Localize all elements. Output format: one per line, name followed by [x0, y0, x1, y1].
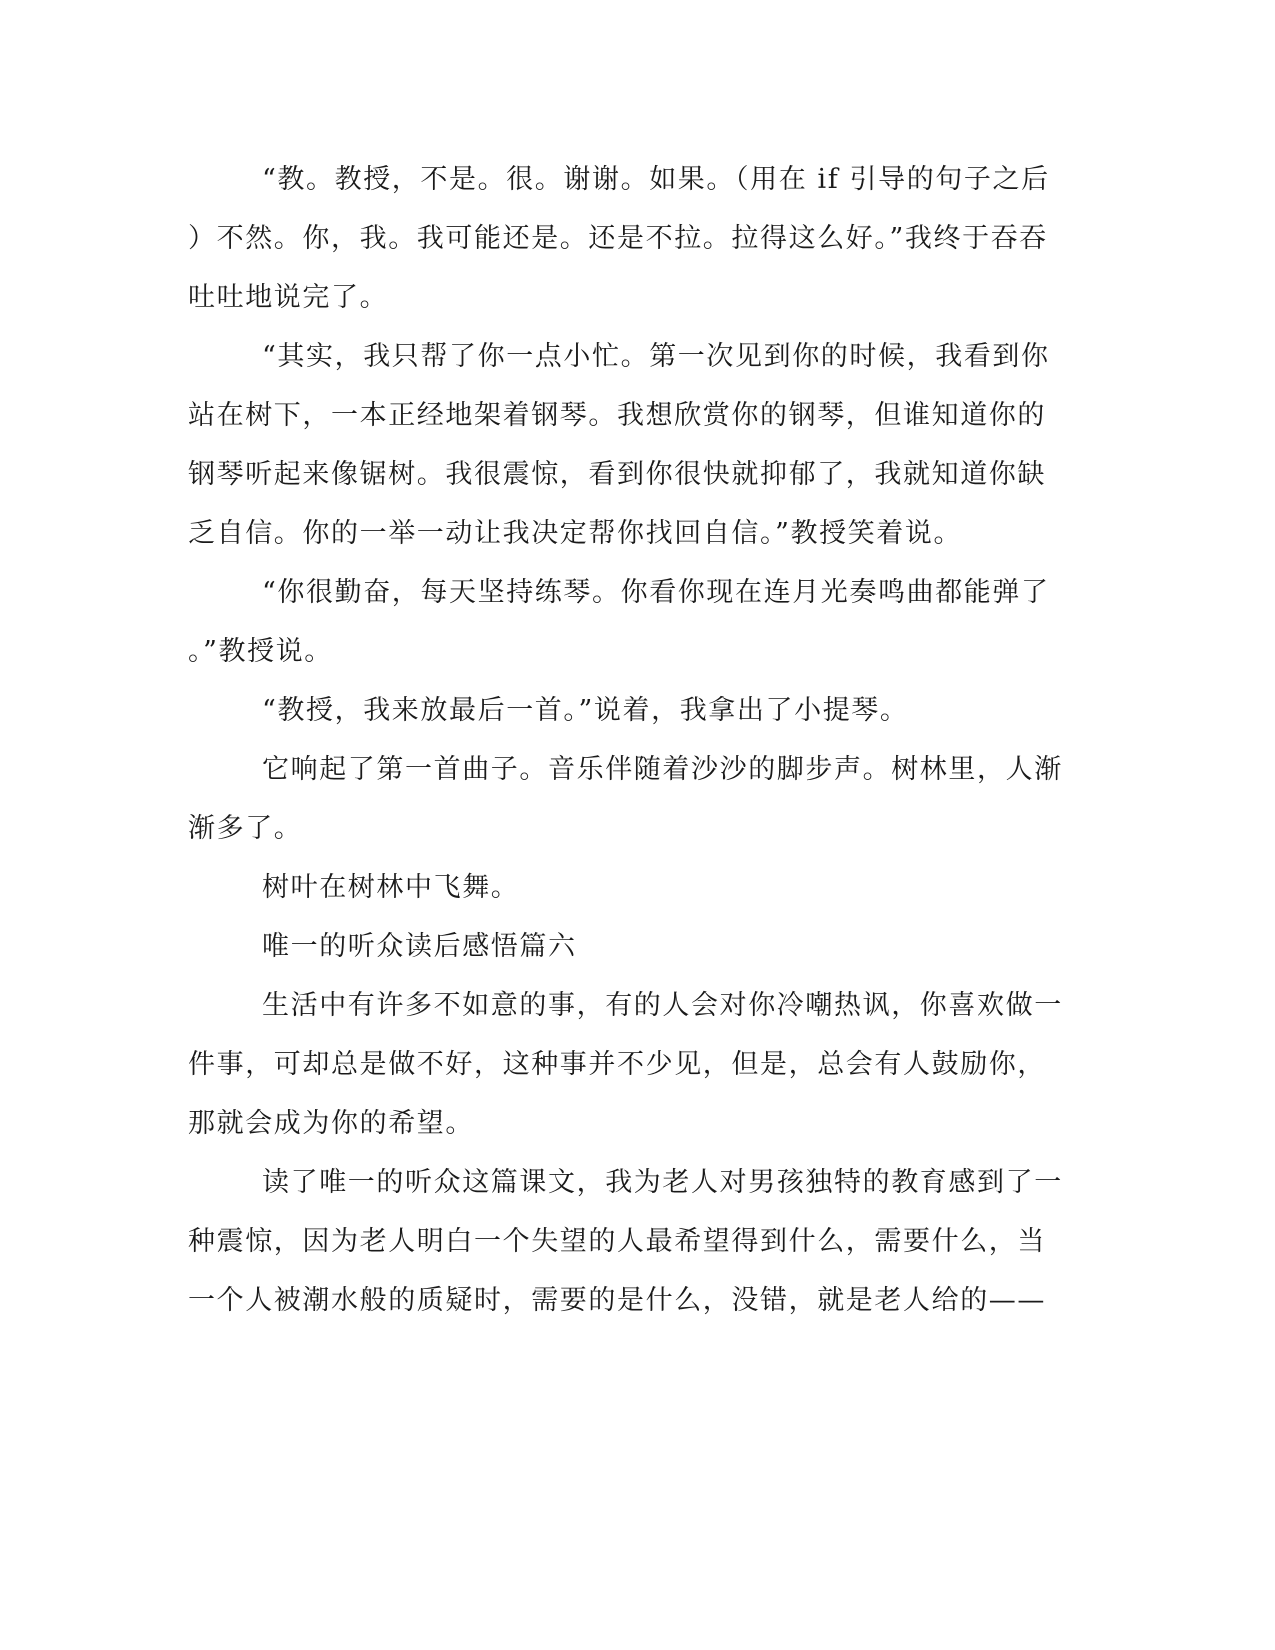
text-line: 乏自信。你的一举一动让我决定帮你找回自信。”教授笑着说。 [188, 518, 963, 549]
text-line: ）不然。你，我。我可能还是。还是不拉。拉得这么好。”我终于吞吞 [188, 223, 1048, 254]
text-line: 站在树下，一本正经地架着钢琴。我想欣赏你的钢琴，但谁知道你的 [188, 400, 1046, 431]
text-line: 种震惊，因为老人明白一个失望的人最希望得到什么，需要什么，当 [188, 1226, 1046, 1257]
text-line: “其实，我只帮了你一点小忙。第一次见到你的时候，我看到你 [262, 341, 1050, 372]
text-line: 渐多了。 [188, 813, 303, 844]
text-line: 吐吐地说完了。 [188, 282, 389, 313]
text-line: 树叶在树林中飞舞。 [262, 872, 520, 903]
text-line: 。”教授说。 [188, 636, 333, 667]
text-line: “教授，我来放最后一首。”说着，我拿出了小提琴。 [262, 695, 909, 726]
text-line: 读了唯一的听众这篇课文，我为老人对男孩独特的教育感到了一 [262, 1167, 1063, 1198]
text-line: 钢琴听起来像锯树。我很震惊，看到你很快就抑郁了，我就知道你缺 [188, 459, 1046, 490]
text-line: 那就会成为你的希望。 [188, 1108, 474, 1139]
text-line: 生活中有许多不如意的事，有的人会对你冷嘲热讽，你喜欢做一 [262, 990, 1063, 1021]
section-heading: 唯一的听众读后感悟篇六 [262, 931, 577, 962]
text-line: “教。教授，不是。很。谢谢。如果。（用在 if 引导的句子之后 [262, 164, 1050, 195]
text-line: 一个人被潮水般的质疑时，需要的是什么，没错，就是老人给的—— [188, 1285, 1046, 1316]
text-line: 件事，可却总是做不好，这种事并不少见，但是，总会有人鼓励你， [188, 1049, 1046, 1080]
text-line: “你很勤奋，每天坚持练琴。你看你现在连月光奏鸣曲都能弹了 [262, 577, 1050, 608]
text-line: 它响起了第一首曲子。音乐伴随着沙沙的脚步声。树林里，人渐 [262, 754, 1063, 785]
